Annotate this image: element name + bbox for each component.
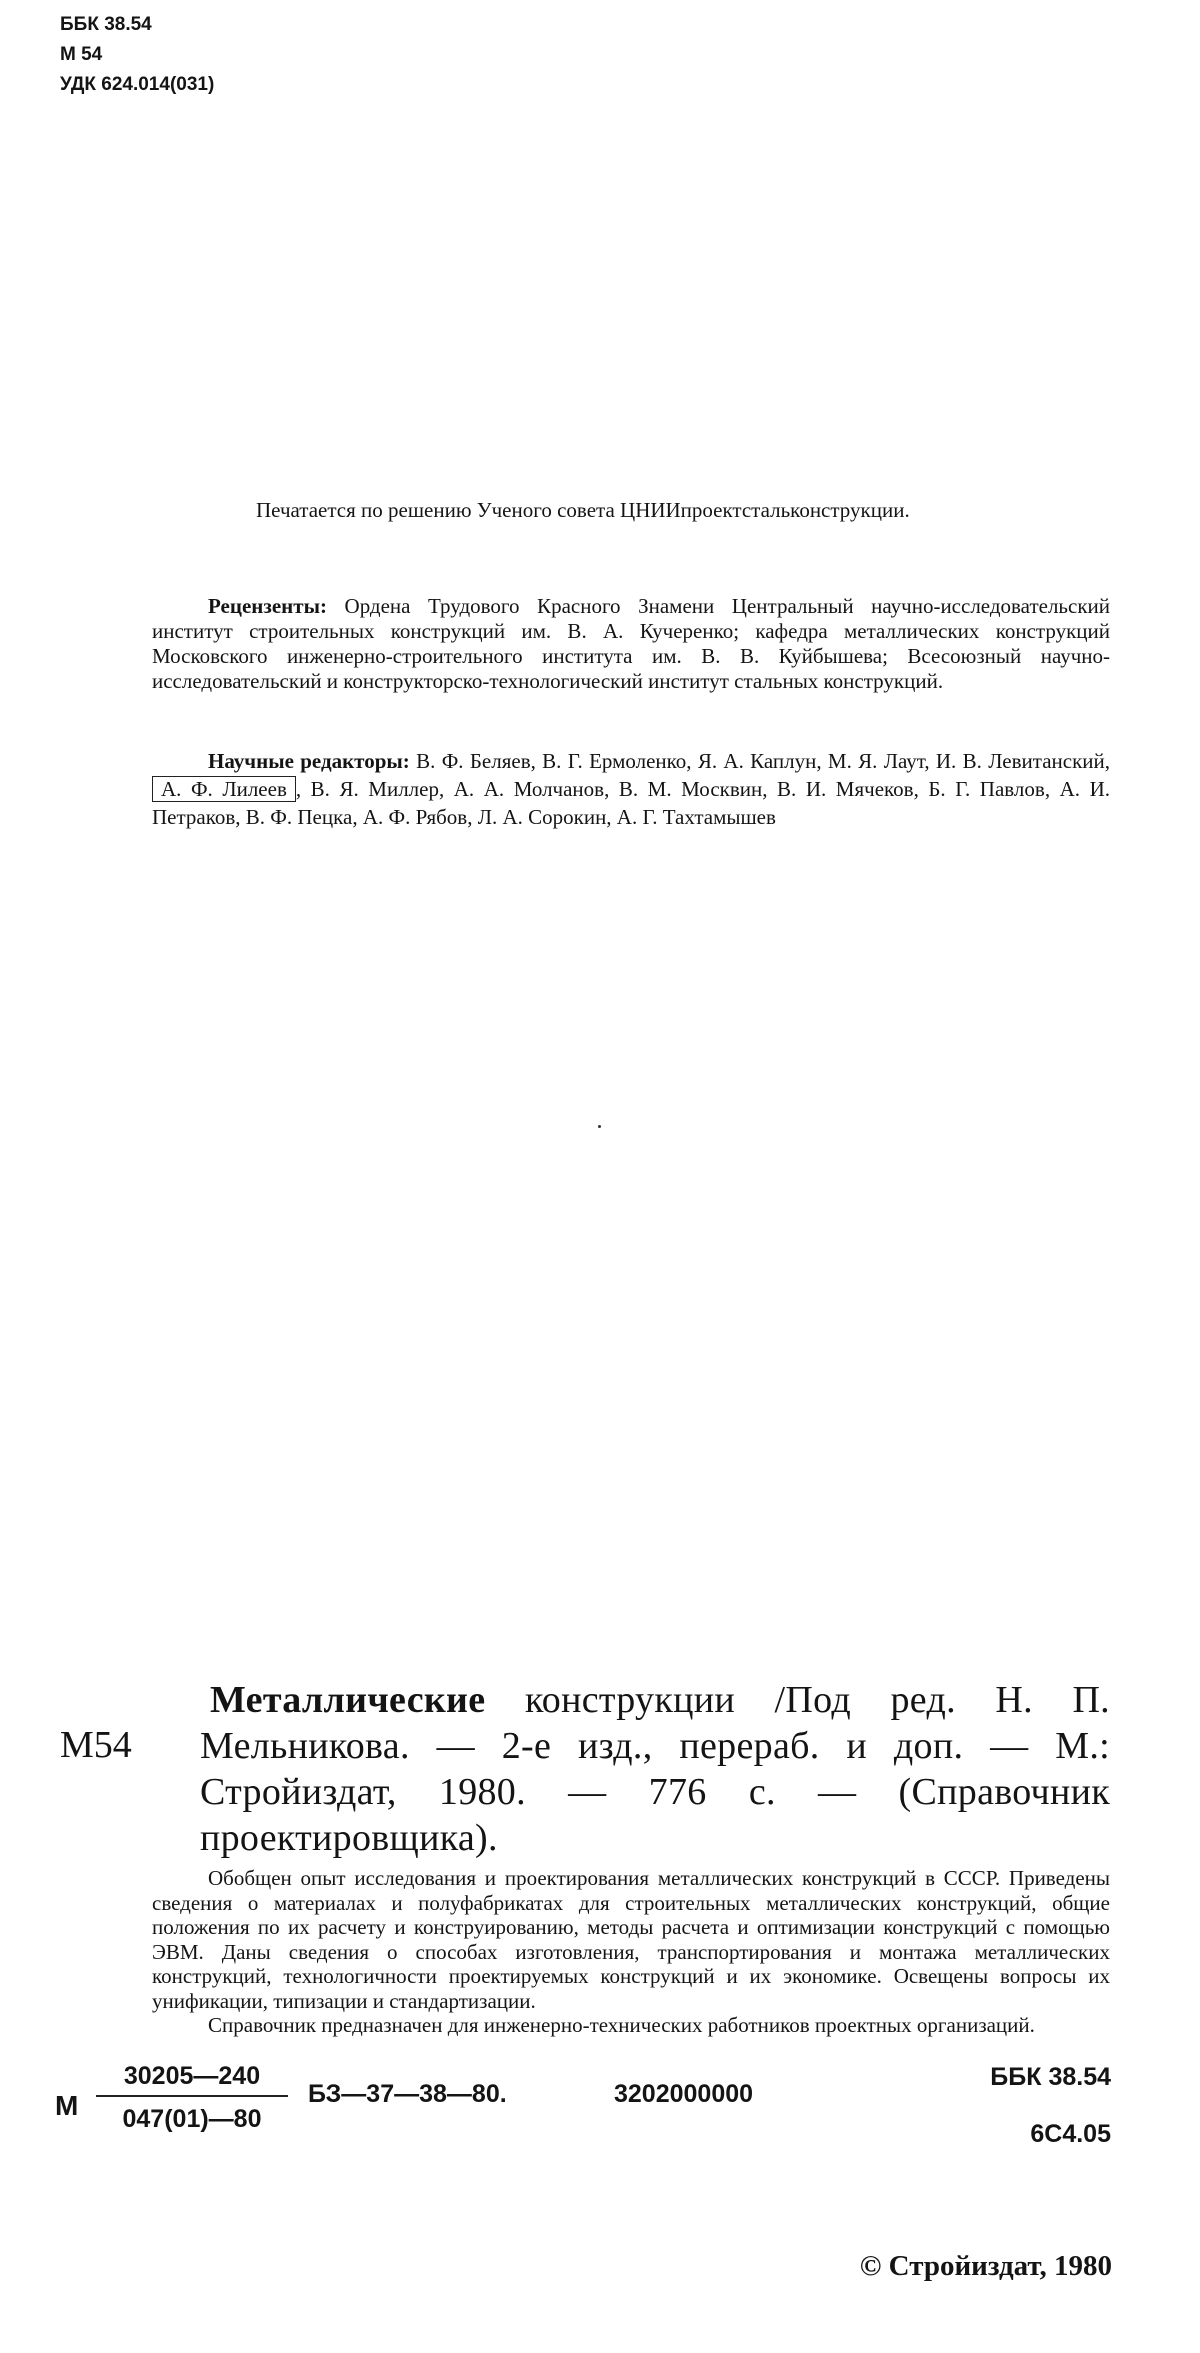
fraction-numerator: 30205—240 — [96, 2062, 288, 2097]
copyright: © Стройиздат, 1980 — [859, 2250, 1112, 2282]
catalog-title-bold: Металлические — [210, 1679, 486, 1721]
speck-dot — [598, 1125, 601, 1128]
editors-boxed-name: А. Ф. Лилеев — [152, 776, 296, 802]
footer-bbk: ББК 38.54 — [990, 2063, 1111, 2091]
editors-label: Научные редакторы: — [208, 749, 410, 773]
bbk-code: ББК 38.54 — [60, 14, 152, 35]
printed-note: Печатается по решению Ученого совета ЦНИИпроектстальконструкции. — [256, 498, 910, 522]
classification-codes — [60, 10, 214, 100]
reviewers-block — [152, 594, 1110, 694]
catalog-index: М54 — [60, 1724, 132, 1766]
editors-block — [152, 747, 1110, 831]
footer-fraction — [96, 2062, 288, 2134]
editors-before: В. Ф. Беляев, В. Г. Ермоленко, Я. А. Каплун, М. Я. Лаут, И. В. Левитанский, — [416, 749, 1111, 773]
footer-code: 6С4.05 — [1030, 2120, 1111, 2148]
reviewers-text: Ордена Трудового Красного Знамени Центральный научно-исследовательский институт строительных конструкций им. В. А. Кучеренко; кафедра металлических конструкций Московского инженерно-строительного института им. В. В. Куйбышева; Всесоюзный научно-исследовательский и конструкторско-технологический институт стальных конструкций. — [152, 594, 1111, 693]
editors-after: , В. Я. Миллер, А. А. Молчанов, В. М. Москвин, В. И. Мячеков, Б. Г. Павлов, А. И. Петраков, В. Ф. Пецка, А. Ф. Рябов, Л. А. Сорокин, А. Г. Тахтамышев — [152, 777, 1110, 829]
fraction-denominator: 047(01)—80 — [122, 2105, 262, 2133]
annotation-block — [152, 1866, 1110, 2038]
annotation-paragraph-1: Обобщен опыт исследования и проектирования металлических конструкций в СССР. Приведены сведения о материалах и полуфабрикатах для строительных металлических конструкций, общие положения по их расчету и конструированию, методы расчета и оптимизации конструкций с помощью ЭВМ. Даны сведения о способах изготовления, транспортирования и монтажа металлических конструкций, технологичности проектируемых конструкций и их экономике. Освещены вопросы их унификации, типизации и стандартизации. — [152, 1866, 1110, 2013]
author-mark: М 54 — [60, 44, 103, 65]
footer-m: М — [55, 2090, 79, 2121]
footer-number: 3202000000 — [614, 2080, 754, 2108]
footer-b3-code: БЗ—37—38—80. — [308, 2080, 507, 2108]
annotation-paragraph-2: Справочник предназначен для инженерно-технических работников проектных организаций. — [208, 2013, 1035, 2037]
udk-code: УДК 624.014(031) — [60, 74, 215, 95]
catalog-description — [200, 1677, 1110, 1861]
catalog-title-rest: конструкции /Под ред. Н. П. Мельникова. — 2-е изд., перераб. и доп. — М.: Стройиздат, 1980. — 776 с. — (Справочник проектировщика). — [200, 1679, 1110, 1859]
reviewers-label: Рецензенты: — [208, 594, 327, 618]
